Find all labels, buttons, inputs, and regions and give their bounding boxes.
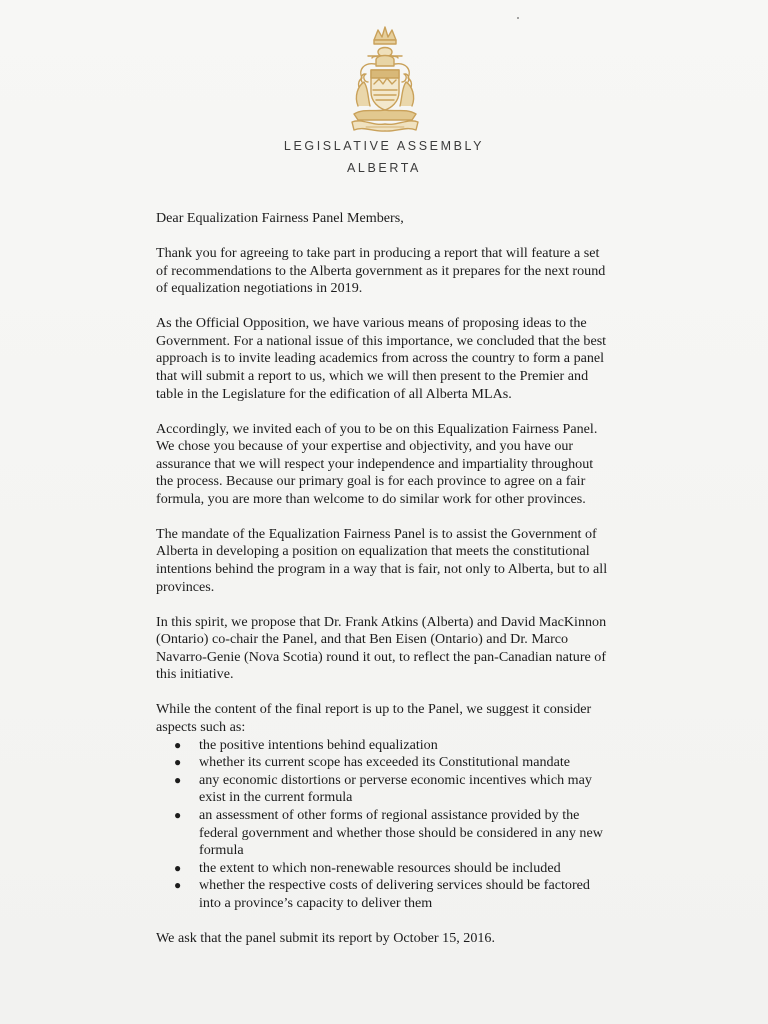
list-item-text: any economic distortions or perverse economic incentives which may exist in the current formula <box>199 771 592 806</box>
list-item <box>156 772 612 807</box>
salutation: Dear Equalization Fairness Panel Members, <box>156 210 404 226</box>
bullet-icon: ● <box>174 807 182 822</box>
list-item <box>156 877 612 912</box>
alberta-crest-icon <box>338 22 432 138</box>
list-item-text: an assessment of other forms of regional assistance provided by the federal government and whether those should be considered in any new formula <box>199 806 603 859</box>
paragraph-mandate: The mandate of the Equalization Fairness Panel is to assist the Government of Alberta in developing a position on equalization that meets the constitutional intentions behind the program in a way that is fair, not only to Alberta, but to all provinces. <box>156 525 608 595</box>
list-item-text: whether the respective costs of delivering services should be factored into a province’s capacity to deliver them <box>199 877 590 911</box>
list-item <box>156 807 612 860</box>
paragraph-intro: Thank you for agreeing to take part in producing a report that will feature a set of recommendations to the Alberta government as it prepares for the next round of equalization negotiations in 2019. <box>156 244 606 297</box>
list-item-text: the extent to which non-renewable resources should be included <box>199 859 561 876</box>
bullet-icon: ● <box>174 755 182 770</box>
closing-request: We ask that the panel submit its report by October 15, 2016. <box>156 929 495 946</box>
list-item <box>156 754 612 772</box>
bullet-icon: ● <box>174 772 182 787</box>
scan-speck <box>517 17 519 19</box>
letter-body <box>156 210 612 965</box>
aspects-list <box>156 737 612 913</box>
bullet-icon: ● <box>174 860 182 875</box>
bullet-icon: ● <box>174 878 182 893</box>
paragraph-aspects-intro: While the content of the final report is up to the Panel, we suggest it consider aspects such as: <box>156 701 592 735</box>
list-item-text: whether its current scope has exceeded its Constitutional mandate <box>199 754 571 771</box>
bullet-icon: ● <box>174 737 182 752</box>
letterhead-line-2: ALBERTA <box>346 161 421 175</box>
list-item <box>156 860 612 878</box>
list-item <box>156 737 612 755</box>
letterhead-line-1: LEGISLATIVE ASSEMBLY <box>283 139 485 153</box>
paragraph-opposition: As the Official Opposition, we have various means of proposing ideas to the Government. For a national issue of this importance, we concluded that the best approach is to invite leading academics from across the country to form a panel that will submit a report to us, which we will then present to the Premier and table in the Legislature for the edification of all Alberta MLAs. <box>156 315 607 402</box>
paragraph-invitation: Accordingly, we invited each of you to be on this Equalization Fairness Panel. We chose you because of your expertise and objectivity, and you have our assurance that we will respect your independence and impartiality throughout the process. Because our primary goal is for each province to agree on a fair formula, you are more than welcome to do similar work for other provinces. <box>156 420 598 507</box>
list-item-text: the positive intentions behind equalization <box>199 736 438 753</box>
paragraph-panel-members: In this spirit, we propose that Dr. Frank Atkins (Alberta) and David MacKinnon (Ontario) co-chair the Panel, and that Ben Eisen (Ontario) and Dr. Marco Navarro-Genie (Nova Scotia) round it out, to reflect the pan-Canadian nature of this initiative. <box>156 613 607 683</box>
